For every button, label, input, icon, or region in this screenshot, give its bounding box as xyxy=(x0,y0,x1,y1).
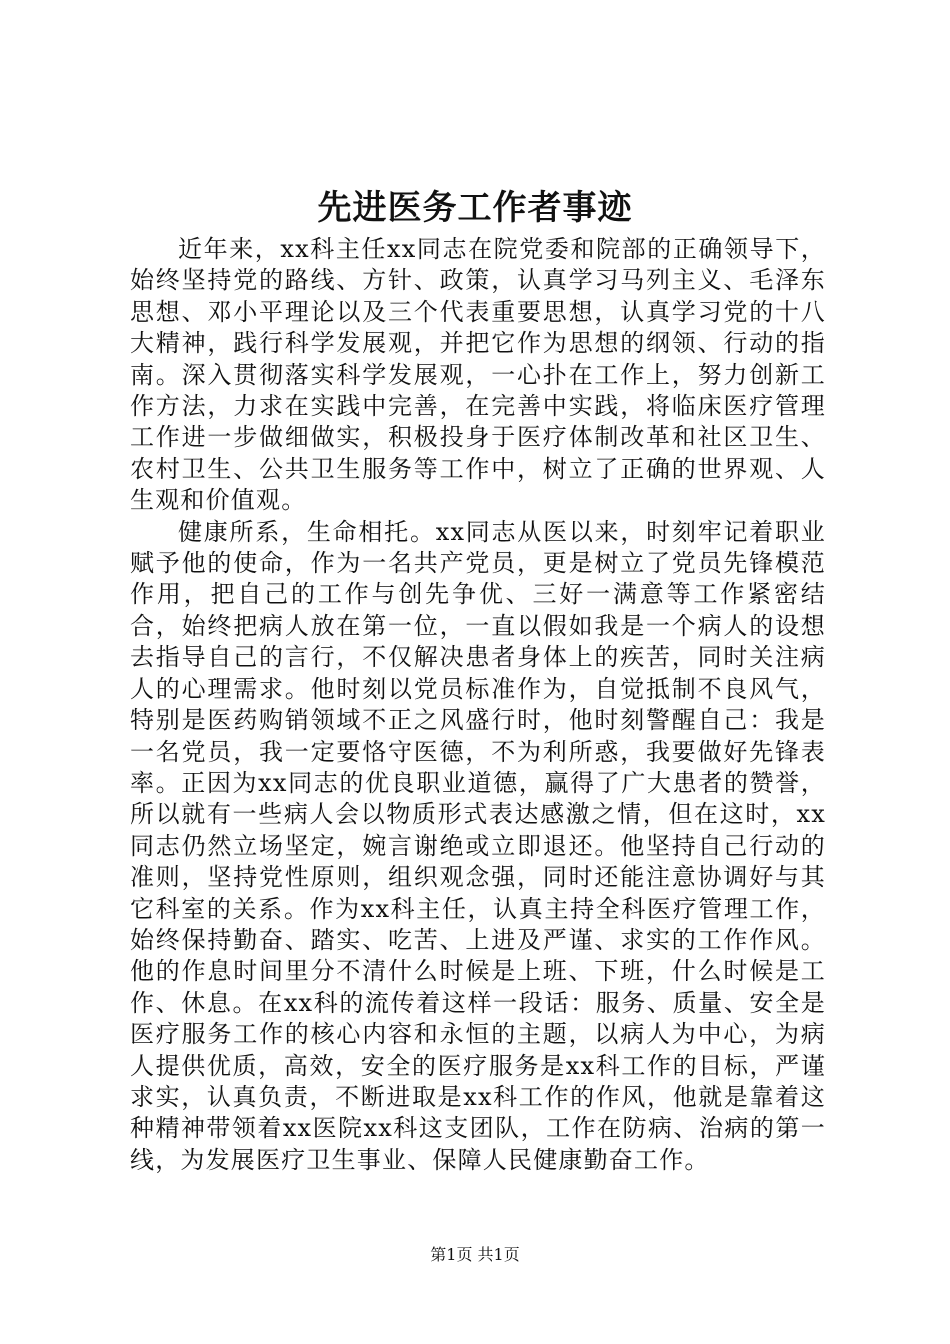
document-body xyxy=(130,234,826,1176)
page-footer: 第1页 共1页 xyxy=(430,1245,520,1264)
document-title: 先进医务工作者事迹 xyxy=(317,188,633,228)
paragraph-2: 健康所系，生命相托。xx同志从医以来，时刻牢记着职业赋予他的使命，作为一名共产党员，更是树立了党员先锋模范作用，把自己的工作与创先争优、三好一满意等工作紧密结合，始终把病人放在第一位，一直以假如我是一个病人的设想去指导自己的言行，不仅解决患者身体上的疾苦，同时关注病人的心理需求。他时刻以党员标准作为，自觉抵制不良风气，特别是医药购销领域不正之风盛行时，他时刻警醒自己：我是一名党员，我一定要恪守医德，不为利所惑，我要做好先锋表率。正因为xx同志的优良职业道德，赢得了广大患者的赞誉，所以就有一些病人会以物质形式表达感激之情，但在这时，xx同志仍然立场坚定，婉言谢绝或立即退还。他坚持自己行动的准则，坚持党性原则，组织观念强，同时还能注意协调好与其它科室的关系。作为xx科主任，认真主持全科医疗管理工作，始终保持勤奋、踏实、吃苦、上进及严谨、求实的工作作风。他的作息时间里分不清什么时候是上班、下班，什么时候是工作、休息。在xx科的流传着这样一段话：服务、质量、安全是医疗服务工作的核心内容和永恒的主题，以病人为中心，为病人提供优质，高效，安全的医疗服务是xx科工作的目标，严谨求实，认真负责，不断进取是xx科工作的作风，他就是靠着这种精神带领着xx医院xx科这支团队，工作在防病、治病的第一线，为发展医疗卫生事业、保障人民健康勤奋工作。 xyxy=(130,517,826,1174)
paragraph-1: 近年来，xx科主任xx同志在院党委和院部的正确领导下，始终坚持党的路线、方针、政策，认真学习马列主义、毛泽东思想、邓小平理论以及三个代表重要思想，认真学习党的十八大精神，践行科学发展观，并把它作为思想的纲领、行动的指南。深入贯彻落实科学发展观，一心扑在工作上，努力创新工作方法，力求在实践中完善，在完善中实践，将临床医疗管理工作进一步做细做实，积极投身于医疗体制改革和社区卫生、农村卫生、公共卫生服务等工作中，树立了正确的世界观、人生观和价值观。 xyxy=(130,235,826,515)
